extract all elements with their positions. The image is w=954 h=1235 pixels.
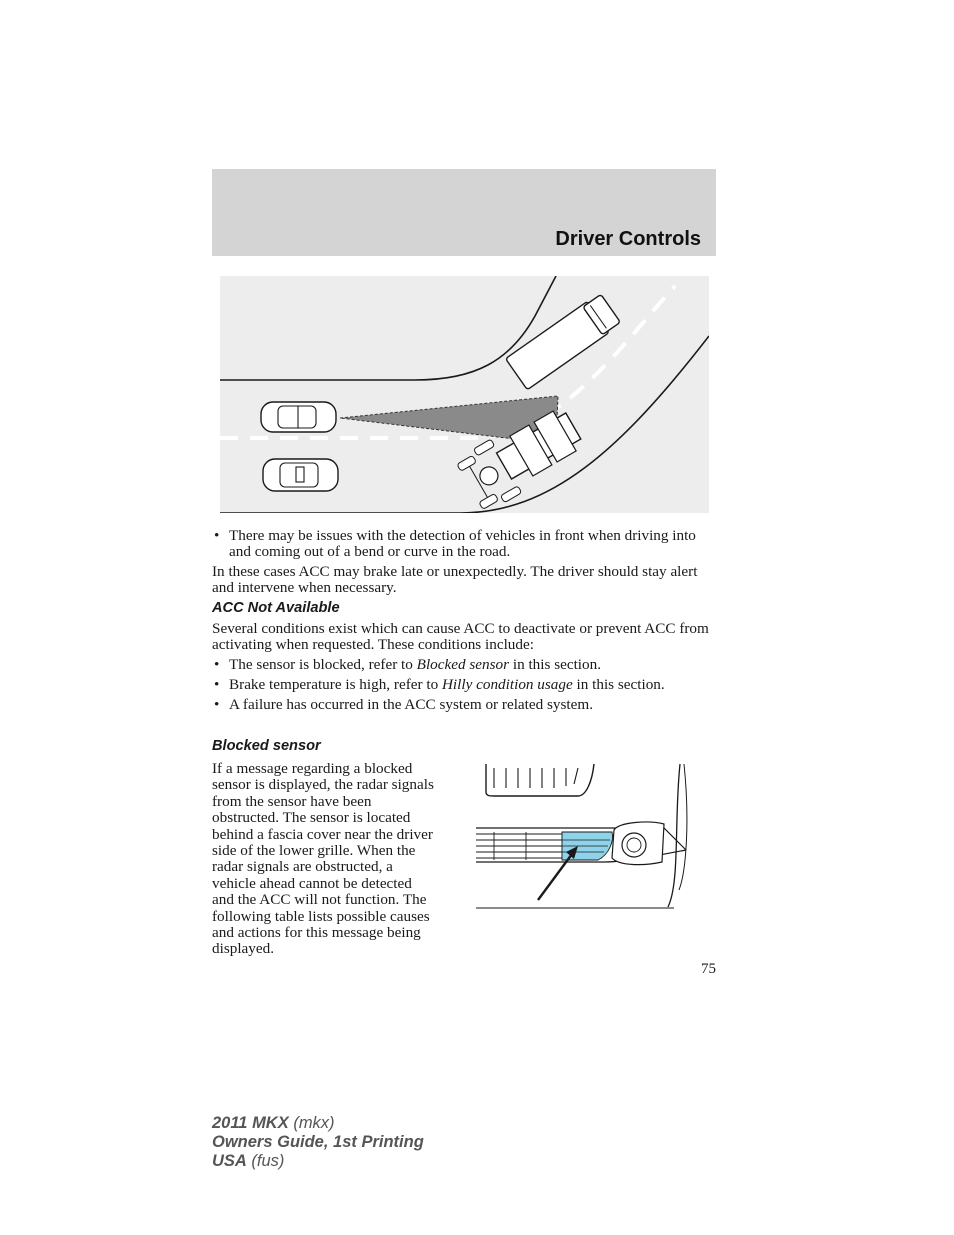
text-line: side of the lower grille. When the (212, 842, 416, 860)
intro-bullet: • There may be issues with the detection of vehicles in front when driving into and coming out of a bend or curve in the road. (212, 528, 712, 561)
intro-paragraph: In these cases ACC may brake late or unexpectedly. The driver should stay alert and intervene when necessary. (212, 563, 698, 597)
text-line: displayed. (212, 940, 275, 958)
document-footer (212, 1114, 424, 1171)
text-line: and actions for this message being (212, 924, 421, 942)
conditions-bullet-list (212, 657, 712, 717)
acc-not-available-heading: ACC Not Available (212, 600, 340, 616)
hilly-condition-reference: Hilly condition usage (441, 676, 573, 693)
page-number: 75 (701, 961, 716, 977)
section-header-band (212, 169, 716, 256)
blocked-sensor-heading: Blocked sensor (212, 738, 321, 754)
blocked-sensor-paragraph (212, 761, 472, 958)
condition-item: • The sensor is blocked, refer to Blocked sensor in this section. (212, 657, 712, 673)
text-line: from the sensor have been (212, 792, 372, 810)
footer-line-2: Owners Guide, 1st Printing (212, 1133, 424, 1151)
blocked-sensor-reference: Blocked sensor (416, 656, 510, 673)
section-title: Driver Controls (555, 228, 701, 250)
sensor-pointer-arrow (538, 854, 572, 900)
condition-item: • A failure has occurred in the ACC system or related system. (212, 697, 712, 713)
text-line: following table lists possible causes (212, 907, 430, 925)
text-line: and the ACC will not function. The (212, 891, 427, 909)
condition-item: • Brake temperature is high, refer to Hilly condition usage in this section. (212, 677, 712, 693)
text-line: vehicle ahead cannot be detected (212, 874, 412, 892)
car-with-acc-icon (261, 402, 336, 432)
oncoming-truck-icon (506, 293, 622, 390)
text-line: obstructed. The sensor is located (212, 809, 411, 827)
text-line: behind a fascia cover near the driver (212, 825, 433, 843)
acc-not-available-paragraph: Several conditions exist which can cause ACC to deactivate or prevent ACC from activating when requested. These conditions include: (212, 620, 709, 654)
car-adjacent-lane-icon (263, 459, 338, 491)
footer-line-3: USA (fus) (212, 1152, 285, 1170)
intro-bullet-list (212, 528, 712, 564)
footer-line-1: 2011 MKX (mkx) (212, 1114, 335, 1132)
text-line: If a message regarding a blocked (212, 760, 413, 777)
text-line: sensor is displayed, the radar signals (212, 776, 434, 794)
sensor-location-illustration (474, 762, 690, 912)
text-line: radar signals are obstructed, a (212, 858, 393, 876)
curve-detection-illustration (220, 276, 709, 513)
